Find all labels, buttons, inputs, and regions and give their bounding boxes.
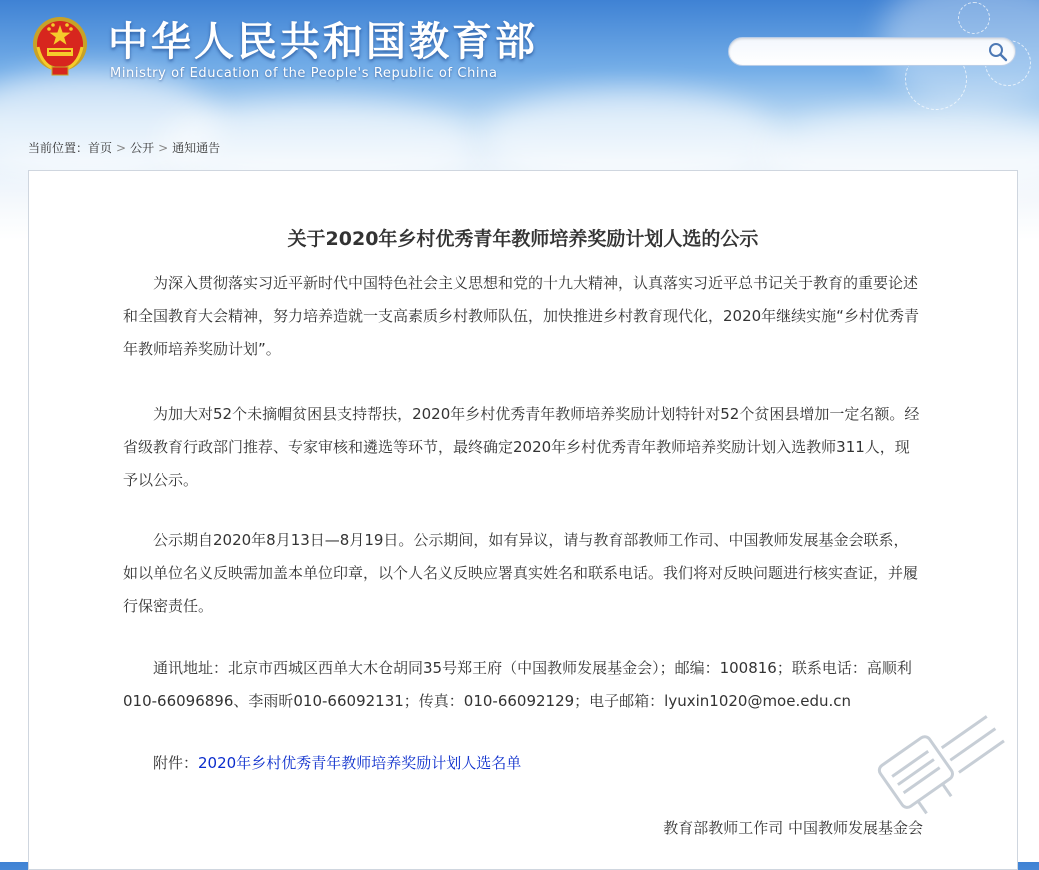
search-button[interactable] [987,41,1009,63]
article-paragraph: 为深入贯彻落实习近平新时代中国特色社会主义思想和党的十九大精神，认真落实习近平总书记关于教育的重要论述和全国教育大会精神，努力培养造就一支高素质乡村教师队伍，加快推进乡村教育现代化，2020年继续实施“乡村优秀青年教师培养奖励计划”。 [123,274,919,358]
chevron-right-icon: > [158,141,169,155]
article-signature: 教育部教师工作司 中国教师发展基金会 [663,819,923,837]
site-header [0,0,1039,132]
search-input[interactable] [741,42,981,61]
national-emblem-icon[interactable] [30,15,90,77]
search-box [728,37,1016,66]
attachment-link[interactable]: 2020年乡村优秀青年教师培养奖励计划人选名单 [198,754,522,772]
site-subtitle: Ministry of Education of the People's Republic of China [110,66,498,81]
media-watermark-logo [860,690,1030,850]
breadcrumb [28,139,220,156]
breadcrumb-home[interactable]: 首页 [88,141,113,155]
article-paragraph: 公示期自2020年8月13日—8月19日。公示期间，如有异议，请与教育部教师工作司、中国教师发展基金会联系，如以单位名义反映需加盖本单位印章，以个人名义反映应署真实姓名和联系电话。我们将对反映问题进行核实查证，并履行保密责任。 [123,531,919,615]
search-icon [987,41,1009,63]
breadcrumb-public[interactable]: 公开 [130,141,155,155]
attachment-paragraph [123,747,923,780]
contact-paragraph: 通讯地址：北京市西城区西单大木仓胡同35号郑王府（中国教师发展基金会）；邮编：100816；联系电话：高顺利010-66096896、李雨昕010-66092131；传真：010-66092129；电子邮箱：lyuxin1020@moe.edu.cn [123,659,912,710]
article-paragraph: 为加大对52个未摘帽贫困县支持帮扶，2020年乡村优秀青年教师培养奖励计划特针对52个贫困县增加一定名额。经省级教育行政部门推荐、专家审核和遴选等环节，最终确定2020年乡村优秀青年教师培养奖励计划入选教师311人，现予以公示。 [123,405,920,489]
breadcrumb-prefix: 当前位置： [28,141,89,155]
article-title: 关于2020年乡村优秀青年教师培养奖励计划人选的公示 [287,228,759,250]
breadcrumb-notices[interactable]: 通知通告 [172,141,221,155]
attachment-label: 附件： [153,754,199,772]
chevron-right-icon: > [116,141,127,155]
site-title[interactable]: 中华人民共和国教育部 [108,19,538,65]
